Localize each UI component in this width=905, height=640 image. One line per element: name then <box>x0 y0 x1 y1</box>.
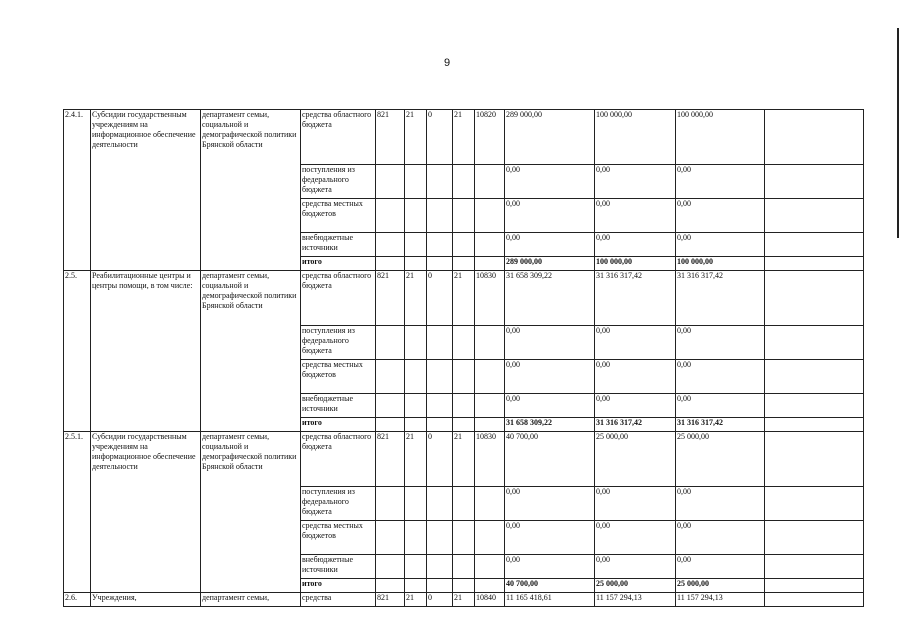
empty-cell <box>765 360 864 394</box>
code-cell <box>475 326 505 360</box>
code-cell <box>427 487 453 521</box>
code-cell: 0 <box>427 593 453 607</box>
code-cell: 0 <box>427 432 453 487</box>
code-cell <box>427 394 453 418</box>
code-cell <box>376 165 405 199</box>
executor-cell: департамент семьи, социальной и демографической политики Брянской области <box>201 432 301 593</box>
amount-cell: 0,00 <box>595 165 676 199</box>
source-cell: внебюджетные источники <box>301 233 376 257</box>
amount-cell: 100 000,00 <box>676 110 765 165</box>
code-cell <box>376 521 405 555</box>
amount-cell: 0,00 <box>676 165 765 199</box>
code-cell <box>427 165 453 199</box>
amount-cell: 31 316 317,42 <box>595 418 676 432</box>
code-cell: 0 <box>427 110 453 165</box>
item-name-cell: Реабилитационные центры и центры помощи, в том числе: <box>91 271 201 432</box>
code-cell: 21 <box>405 271 427 326</box>
amount-cell: 0,00 <box>676 326 765 360</box>
empty-cell <box>765 487 864 521</box>
source-cell: итого <box>301 579 376 593</box>
code-cell <box>475 360 505 394</box>
code-cell <box>475 418 505 432</box>
amount-cell: 0,00 <box>595 555 676 579</box>
code-cell <box>453 257 475 271</box>
table-row <box>64 432 864 487</box>
code-cell <box>405 521 427 555</box>
item-name-cell: Учреждения, <box>91 593 201 607</box>
source-cell: поступления из федерального бюджета <box>301 165 376 199</box>
code-cell <box>405 487 427 521</box>
code-cell <box>427 555 453 579</box>
code-cell <box>475 487 505 521</box>
budget-table <box>63 109 864 607</box>
code-cell <box>376 487 405 521</box>
amount-cell: 0,00 <box>595 360 676 394</box>
amount-cell: 40 700,00 <box>505 432 595 487</box>
code-cell <box>405 257 427 271</box>
code-cell <box>427 257 453 271</box>
code-cell <box>376 418 405 432</box>
code-cell <box>453 165 475 199</box>
source-cell: средства областного бюджета <box>301 271 376 326</box>
code-cell <box>405 360 427 394</box>
amount-cell: 100 000,00 <box>676 257 765 271</box>
amount-cell: 0,00 <box>505 326 595 360</box>
code-cell: 0 <box>427 271 453 326</box>
code-cell: 21 <box>453 110 475 165</box>
code-cell <box>427 418 453 432</box>
code-cell <box>405 165 427 199</box>
code-cell <box>475 555 505 579</box>
code-cell <box>376 579 405 593</box>
amount-cell: 0,00 <box>505 360 595 394</box>
amount-cell: 100 000,00 <box>595 110 676 165</box>
amount-cell: 31 316 317,42 <box>595 271 676 326</box>
code-cell: 21 <box>453 432 475 487</box>
item-number-cell: 2.5.1. <box>64 432 91 593</box>
amount-cell: 0,00 <box>676 487 765 521</box>
amount-cell: 25 000,00 <box>595 432 676 487</box>
amount-cell: 0,00 <box>676 233 765 257</box>
code-cell: 10830 <box>475 271 505 326</box>
code-cell <box>453 199 475 233</box>
amount-cell: 11 157 294,13 <box>595 593 676 607</box>
source-cell: внебюджетные источники <box>301 555 376 579</box>
amount-cell: 0,00 <box>595 521 676 555</box>
code-cell <box>427 326 453 360</box>
executor-cell: департамент семьи, <box>201 593 301 607</box>
empty-cell <box>765 521 864 555</box>
code-cell <box>405 199 427 233</box>
code-cell: 21 <box>453 271 475 326</box>
code-cell <box>405 326 427 360</box>
code-cell <box>405 555 427 579</box>
source-cell: средства местных бюджетов <box>301 199 376 233</box>
amount-cell: 0,00 <box>595 233 676 257</box>
amount-cell: 100 000,00 <box>595 257 676 271</box>
scan-edge-line <box>897 28 899 238</box>
code-cell <box>475 579 505 593</box>
amount-cell: 0,00 <box>676 555 765 579</box>
amount-cell: 40 700,00 <box>505 579 595 593</box>
code-cell <box>405 233 427 257</box>
empty-cell <box>765 418 864 432</box>
code-cell <box>405 418 427 432</box>
code-cell <box>427 233 453 257</box>
empty-cell <box>765 579 864 593</box>
code-cell <box>376 326 405 360</box>
amount-cell: 0,00 <box>595 394 676 418</box>
code-cell <box>475 199 505 233</box>
table-row <box>64 593 864 607</box>
code-cell <box>427 579 453 593</box>
code-cell <box>376 360 405 394</box>
table-row <box>64 271 864 326</box>
amount-cell: 0,00 <box>505 521 595 555</box>
empty-cell <box>765 110 864 165</box>
amount-cell: 0,00 <box>676 199 765 233</box>
source-cell: итого <box>301 257 376 271</box>
empty-cell <box>765 257 864 271</box>
empty-cell <box>765 326 864 360</box>
amount-cell: 0,00 <box>505 394 595 418</box>
empty-cell <box>765 165 864 199</box>
code-cell <box>453 394 475 418</box>
code-cell: 10840 <box>475 593 505 607</box>
amount-cell: 0,00 <box>505 199 595 233</box>
code-cell <box>453 326 475 360</box>
code-cell <box>376 233 405 257</box>
executor-cell: департамент семьи, социальной и демографической политики Брянской области <box>201 110 301 271</box>
source-cell: средства <box>301 593 376 607</box>
code-cell: 821 <box>376 432 405 487</box>
code-cell <box>453 487 475 521</box>
code-cell <box>405 394 427 418</box>
empty-cell <box>765 271 864 326</box>
code-cell <box>376 555 405 579</box>
code-cell <box>453 555 475 579</box>
source-cell: средства местных бюджетов <box>301 521 376 555</box>
amount-cell: 25 000,00 <box>676 579 765 593</box>
code-cell <box>376 199 405 233</box>
amount-cell: 31 658 309,22 <box>505 271 595 326</box>
amount-cell: 0,00 <box>595 199 676 233</box>
amount-cell: 0,00 <box>676 394 765 418</box>
executor-cell: департамент семьи, социальной и демографической политики Брянской области <box>201 271 301 432</box>
code-cell: 21 <box>405 593 427 607</box>
code-cell: 821 <box>376 593 405 607</box>
amount-cell: 31 316 317,42 <box>676 418 765 432</box>
empty-cell <box>765 555 864 579</box>
amount-cell: 0,00 <box>676 521 765 555</box>
amount-cell: 31 316 317,42 <box>676 271 765 326</box>
code-cell <box>427 360 453 394</box>
code-cell: 821 <box>376 271 405 326</box>
code-cell <box>427 521 453 555</box>
amount-cell: 0,00 <box>595 487 676 521</box>
empty-cell <box>765 233 864 257</box>
empty-cell <box>765 593 864 607</box>
code-cell: 10820 <box>475 110 505 165</box>
code-cell: 821 <box>376 110 405 165</box>
empty-cell <box>765 394 864 418</box>
code-cell <box>475 257 505 271</box>
amount-cell: 0,00 <box>595 326 676 360</box>
item-name-cell: Субсидии государственным учреждениям на информационное обеспечение деятельности <box>91 432 201 593</box>
code-cell: 21 <box>405 432 427 487</box>
code-cell <box>376 257 405 271</box>
amount-cell: 0,00 <box>505 555 595 579</box>
amount-cell: 0,00 <box>505 487 595 521</box>
source-cell: итого <box>301 418 376 432</box>
amount-cell: 289 000,00 <box>505 257 595 271</box>
source-cell: поступления из федерального бюджета <box>301 487 376 521</box>
amount-cell: 11 157 294,13 <box>676 593 765 607</box>
amount-cell: 289 000,00 <box>505 110 595 165</box>
code-cell: 10830 <box>475 432 505 487</box>
amount-cell: 25 000,00 <box>595 579 676 593</box>
item-name-cell: Субсидии государственным учреждениям на информационное обеспечение деятельности <box>91 110 201 271</box>
code-cell <box>475 394 505 418</box>
code-cell <box>475 521 505 555</box>
code-cell <box>427 199 453 233</box>
amount-cell: 0,00 <box>676 360 765 394</box>
code-cell: 21 <box>405 110 427 165</box>
source-cell: поступления из федерального бюджета <box>301 326 376 360</box>
code-cell <box>475 233 505 257</box>
table-row <box>64 110 864 165</box>
amount-cell: 25 000,00 <box>676 432 765 487</box>
code-cell <box>453 521 475 555</box>
code-cell <box>405 579 427 593</box>
code-cell <box>453 360 475 394</box>
code-cell <box>453 579 475 593</box>
empty-cell <box>765 199 864 233</box>
source-cell: средства областного бюджета <box>301 110 376 165</box>
code-cell: 21 <box>453 593 475 607</box>
item-number-cell: 2.4.1. <box>64 110 91 271</box>
code-cell <box>475 165 505 199</box>
code-cell <box>453 418 475 432</box>
source-cell: средства областного бюджета <box>301 432 376 487</box>
amount-cell: 31 658 309,22 <box>505 418 595 432</box>
item-number-cell: 2.5. <box>64 271 91 432</box>
empty-cell <box>765 432 864 487</box>
source-cell: средства местных бюджетов <box>301 360 376 394</box>
item-number-cell: 2.6. <box>64 593 91 607</box>
code-cell <box>453 233 475 257</box>
amount-cell: 0,00 <box>505 233 595 257</box>
source-cell: внебюджетные источники <box>301 394 376 418</box>
amount-cell: 11 165 418,61 <box>505 593 595 607</box>
code-cell <box>376 394 405 418</box>
page-number: 9 <box>444 57 451 69</box>
amount-cell: 0,00 <box>505 165 595 199</box>
table-body <box>64 110 864 607</box>
